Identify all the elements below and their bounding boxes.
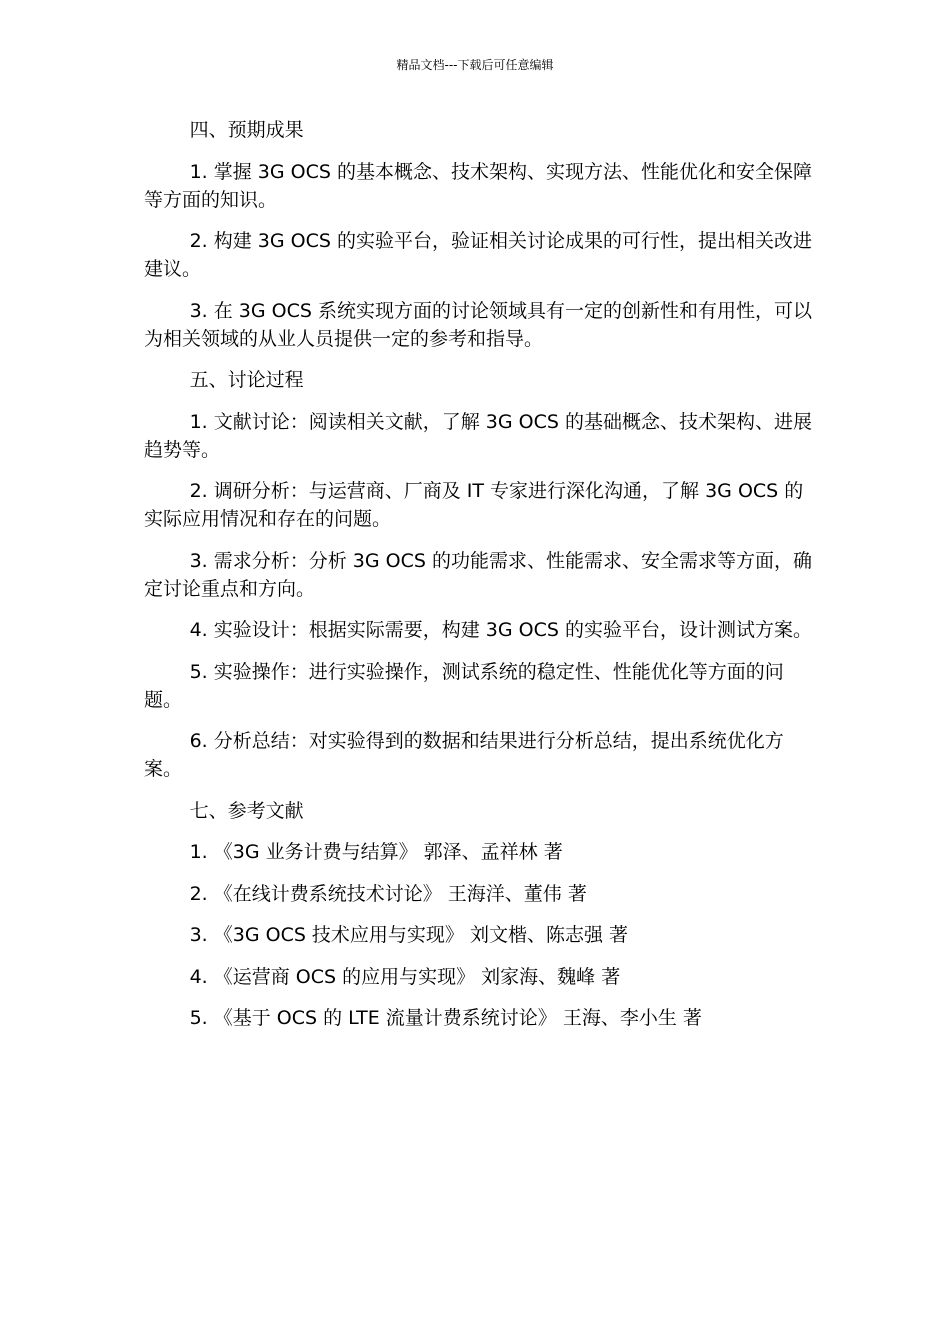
page-header: 精品文档---下载后可任意编辑: [396, 58, 554, 72]
section-heading-research-process: 五、讨论过程: [189, 369, 304, 391]
reference-item: 3. 《3G OCS 技术应用与实现》 刘文楷、陈志强 著: [189, 924, 629, 946]
process-step-item: 6. 分析总结：对实验得到的数据和结果进行分析总结，提出系统优化方案。: [144, 730, 784, 780]
process-step-item: 1. 文献讨论：阅读相关文献，了解 3G OCS 的基础概念、技术架构、进展趋势等。: [144, 410, 812, 461]
reference-item: 2. 《在线计费系统技术讨论》 王海洋、董伟 著: [189, 882, 587, 905]
document-body: [144, 116, 814, 1046]
expected-result-item: 3. 在 3G OCS 系统实现方面的讨论领域具有一定的创新性和有用性，可以为相关领域的从业人员提供一定的参考和指导。: [144, 299, 812, 350]
reference-item: 1. 《3G 业务计费与结算》 郭泽、孟祥林 著: [189, 841, 563, 863]
section-heading-references: 七、参考文献: [189, 799, 304, 822]
process-step-item: 5. 实验操作：进行实验操作，测试系统的稳定性、性能优化等方面的问题。: [144, 660, 784, 711]
reference-item: 5. 《基于 OCS 的 LTE 流量计费系统讨论》 王海、李小生 著: [189, 1007, 702, 1029]
process-step-item: 4. 实验设计：根据实际需要，构建 3G OCS 的实验平台，设计测试方案。: [189, 619, 812, 641]
expected-result-item: 2. 构建 3G OCS 的实验平台，验证相关讨论成果的可行性，提出相关改进建议。: [144, 230, 812, 280]
section-heading-expected-results: 四、预期成果: [189, 119, 304, 141]
reference-item: 4. 《运营商 OCS 的应用与实现》 刘家海、魏峰 著: [189, 965, 621, 988]
expected-result-item: 1. 掌握 3G OCS 的基本概念、技术架构、实现方法、性能优化和安全保障等方面的知识。: [144, 160, 812, 211]
process-step-item: 2. 调研分析：与运营商、厂商及 IT 专家进行深化沟通，了解 3G OCS 的实际应用情况和存在的问题。: [144, 480, 804, 530]
process-step-item: 3. 需求分析：分析 3G OCS 的功能需求、性能需求、安全需求等方面，确定讨论重点和方向。: [144, 549, 812, 600]
